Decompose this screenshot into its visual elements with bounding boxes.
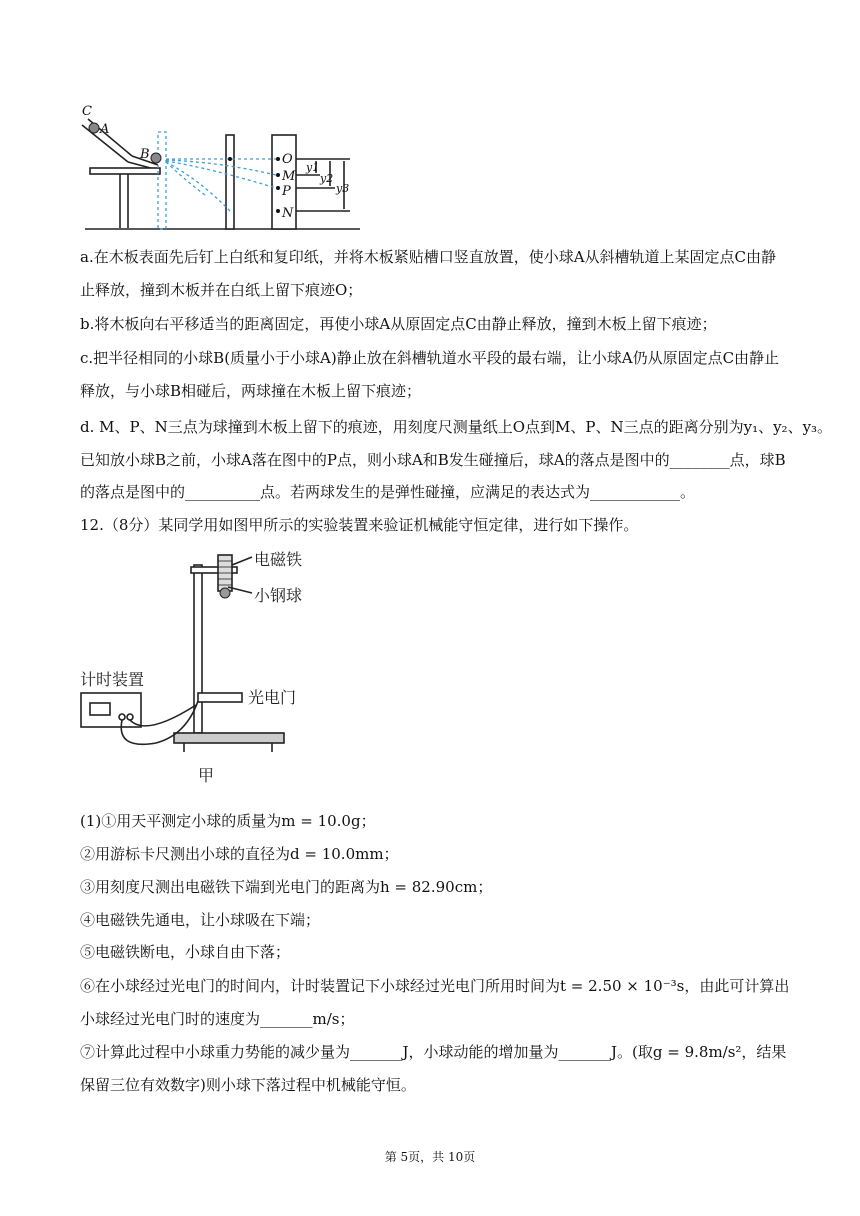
label-a: A [100, 122, 110, 137]
free-fall-apparatus-figure [76, 545, 316, 790]
label-p: P [282, 184, 291, 199]
label-o: O [282, 152, 293, 167]
text-line: (1)①用天平测定小球的质量为m = 10.0g； [80, 812, 376, 830]
text-line: ③用刻度尺测出电磁铁下端到光电门的距离为h = 82.90cm； [80, 878, 493, 896]
text-line: ②用游标卡尺测出小球的直径为d = 10.0mm； [80, 845, 399, 863]
label-m: M [282, 169, 296, 184]
text-line: d. M、P、N三点为球撞到木板上留下的痕迹，用刻度尺测量纸上O点到M、P、N三点的距离分别为y₁、y₂、y₃。 [80, 418, 833, 436]
label-y2: y2 [320, 172, 334, 185]
text-line: ⑦计算此过程中小球重力势能的减少量为_______J，小球动能的增加量为_______J。(取g = 9.8m/s²，结果 [80, 1043, 787, 1061]
label-y1: y1 [306, 161, 320, 174]
question-12-heading: 12.（8分）某同学用如图甲所示的实验装置来验证机械能守恒定律，进行如下操作。 [80, 516, 639, 534]
label-y3: y3 [336, 182, 350, 195]
collision-apparatus-figure [80, 100, 370, 235]
photogate-label: 光电门 [248, 688, 297, 707]
text-line: 保留三位有效数字)则小球下落过程中机械能守恒。 [80, 1076, 416, 1094]
text-line: a.在木板表面先后钉上白纸和复印纸，并将木板紧贴槽口竖直放置，使小球A从斜槽轨道上某固定点C由静 [80, 248, 777, 266]
electromagnet-label: 电磁铁 [254, 550, 303, 569]
text-line: 的落点是图中的__________点。若两球发生的是弹性碰撞，应满足的表达式为____________。 [80, 483, 696, 501]
text-line: 已知放小球B之前，小球A落在图中的P点，则小球A和B发生碰撞后，球A的落点是图中的________点，球B [80, 451, 786, 469]
text-line: ④电磁铁先通电，让小球吸在下端； [80, 911, 321, 929]
text-line: c.把半径相同的小球B(质量小于小球A)静止放在斜槽轨道水平段的最右端，让小球A仍从原固定点C由静止 [80, 349, 780, 367]
label-n: N [282, 206, 294, 221]
text-line: 释放，与小球B相碰后，两球撞在木板上留下痕迹； [80, 382, 422, 400]
text-line: ⑤电磁铁断电，小球自由下落； [80, 943, 291, 961]
text-line: b.将木板向右平移适当的距离固定，再使小球A从原固定点C由静止释放，撞到木板上留下痕迹； [80, 315, 717, 333]
page-footer: 第 5页，共 10页 [384, 1150, 476, 1164]
text-line: 小球经过光电门时的速度为_______m/s； [80, 1010, 355, 1028]
figure-caption: 甲 [198, 766, 215, 785]
text-line: ⑥在小球经过光电门的时间内，计时装置记下小球经过光电门所用时间为t = 2.50 × 10⁻³s，由此可计算出 [80, 977, 790, 995]
text-line: 止释放，撞到木板并在白纸上留下痕迹O； [80, 281, 363, 299]
steel-ball-label: 小钢球 [254, 586, 303, 605]
timer-label: 计时装置 [80, 670, 145, 689]
label-b: B [140, 147, 150, 162]
label-c: C [82, 104, 92, 119]
